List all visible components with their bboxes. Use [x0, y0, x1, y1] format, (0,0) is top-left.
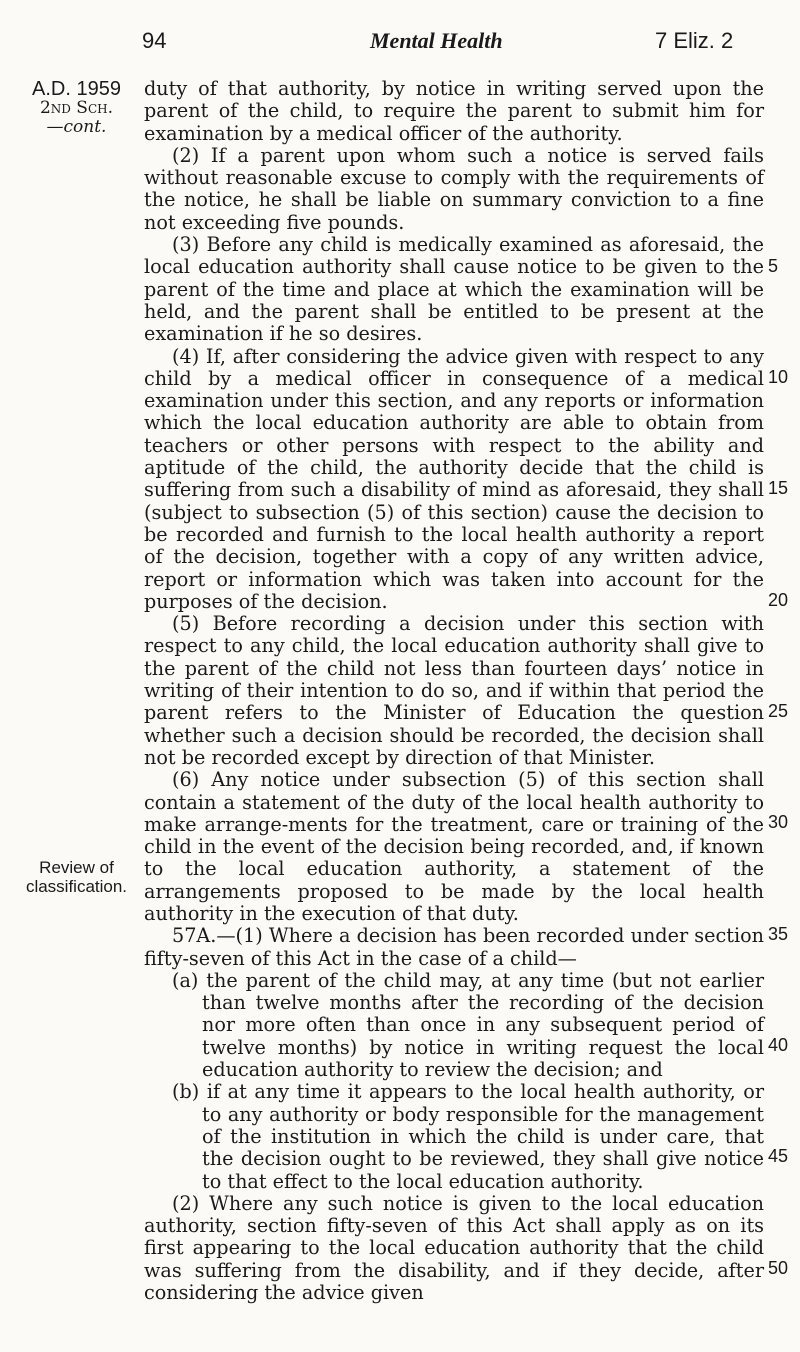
line-number: 25: [768, 701, 789, 721]
subsection-5: (5) Before recording a decision under this section with respect to any child, the local education authority shall give to the parent of the child not less than fourteen days’ notice in writing of their intention to do so, and if within that period the parent refers to the Minister of Education the question whether such a decision should be recorded, the decision shall not be recorded except by direction of that Minister.: [144, 612, 764, 769]
subsection-6: (6) Any notice under subsection (5) of this section shall contain a statement of the duty of the local health authority to make arrange-ments for the treatment, care or training of the child in the event of the decision being recorded, and, if known to the local education authority, a statement of the arrangements proposed to be made by the local health authority in the execution of that duty.: [144, 768, 764, 925]
running-title: Mental Health: [370, 28, 503, 53]
line-number: 35: [768, 924, 789, 944]
line-number: 30: [768, 812, 789, 832]
section-57a-2: (2) Where any such notice is given to the local education authority, section fifty-seven of this Act shall apply as on its first appearing to the local education authority that the child was suffering from the disability, and if they decide, after considering the advice given: [144, 1191, 764, 1305]
line-number: 50: [768, 1258, 789, 1278]
line-number: 40: [768, 1035, 789, 1055]
subsection-2: (2) If a parent upon whom such a notice is served fails without reasonable excuse to comply with the requirements of the notice, he shall be liable on summary conviction to a fine not exceeding five pounds.: [144, 143, 764, 234]
subsection-4: (4) If, after considering the advice given with respect to any child by a medical officer in consequence of a medical examination under this section, and any reports or information which the local education authority are able to obtain from teachers or other persons with respect to the ability and aptitude of the child, the authority decide that the child is suffering from such a disability of mind as aforesaid, they shall (subject to subsection (5) of this section) cause the decision to be recorded and furnish to the local health authority a report of the decision, together with a copy of any written advice, report or information which was taken into account for the purposes of the decision.: [144, 344, 764, 613]
subsection-3: (3) Before any child is medically examined as aforesaid, the local education authority shall cause notice to be given to the parent of the time and place at which the examination will be held, and the parent shall be entitled to be present at the examination if he so desires.: [144, 233, 764, 346]
margin-year: A.D. 1959: [32, 78, 121, 100]
line-number: 5: [768, 256, 779, 276]
section-57a-1-a: (a) the parent of the child may, at any time (but not earlier than twelve months after the recording of the decision nor more often than once in any subsequent period of twelve months) by notice in writing request the local education authority to review the decision; and: [172, 968, 764, 1082]
paragraph-continuation: duty of that authority, by notice in writing served upon the parent of the child, to require the parent to submit him for examination by a medical officer of the authority.: [144, 77, 764, 145]
margin-note-schedule: [14, 80, 139, 137]
line-number: 10: [768, 367, 789, 387]
section-57a-1-b: (b) if at any time it appears to the local health authority, or to any authority or body responsible for the management of the institution in which the child is under care, that the decision ought to be reviewed, they shall give notice to that effect to the local education authority.: [172, 1080, 764, 1193]
section-57a-1: 57A.—(1) Where a decision has been recorded under section fifty-seven of this Act in the case of a child—: [144, 924, 764, 970]
line-number: 45: [768, 1146, 789, 1166]
margin-schedule: 2nd Sch.: [39, 98, 114, 118]
margin-note-review: Review of classification.: [25, 858, 128, 896]
margin-cont: —cont.: [46, 117, 107, 137]
regnal-year: 7 Eliz. 2: [655, 28, 734, 53]
page-number: 94: [142, 28, 167, 53]
line-number: 15: [768, 478, 789, 498]
statute-body: [144, 78, 764, 1304]
line-number: 20: [768, 590, 789, 610]
running-header: [0, 28, 800, 56]
